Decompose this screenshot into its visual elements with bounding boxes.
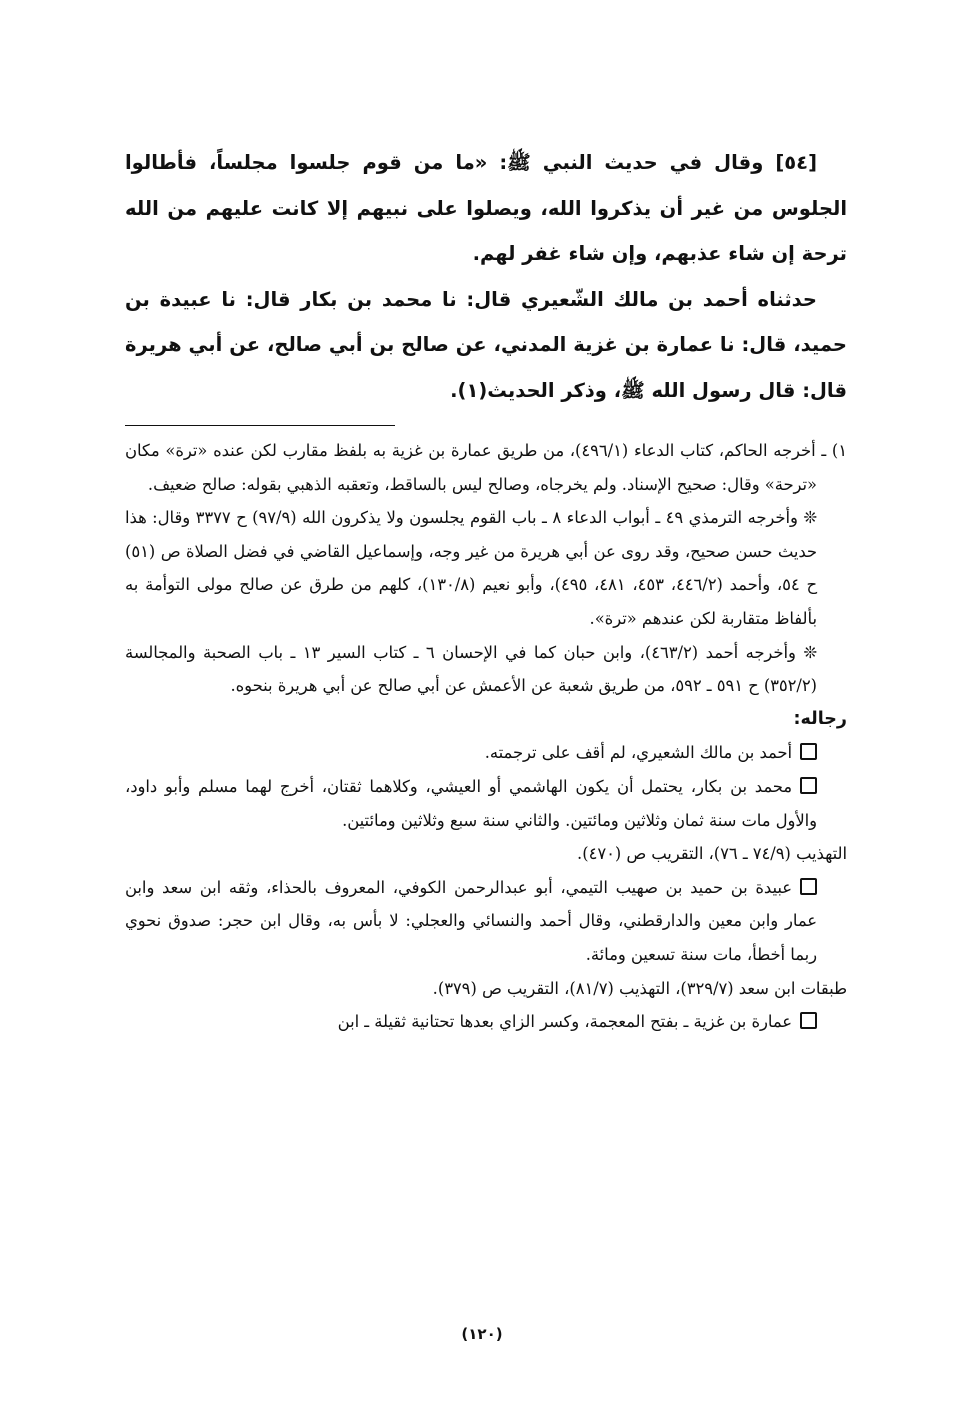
- footnote-3: [125, 636, 847, 703]
- checkbox-square-icon: [800, 743, 817, 760]
- narrator-text: عمارة بن غزية ـ بفتح المعجمة، وكسر الزاي بعدها تحتانية ثقيلة ـ ابن: [337, 1012, 792, 1032]
- footnote-3-text: ❊ وأخرجه أحمد (٤٦٣/٢)، وابن حبان كما في الإحسان ٦ ـ كتاب السير ١٣ ـ باب الصحبة والمجالسة (٣٥٢/٢) ح ٥٩١ ـ ٥٩٢، من طريق شعبة عن الأعمش عن أبي صالح عن أبي هريرة بنحوه.: [125, 642, 817, 696]
- narrator-entry: [125, 736, 847, 770]
- hadith-text: وقال في حديث النبي ﷺ: «ما من قوم جلسوا مجلساً، فأطالوا الجلوس من غير أن يذكروا الله، ويصلوا على نبيهم إلا كانت عليهم من الله ترحة إن شاء عذبهم، وإن شاء غفر لهم.: [125, 151, 847, 265]
- footnote-2: [125, 501, 847, 635]
- checkbox-square-icon: [800, 878, 817, 895]
- footnote-marker: ١) ـ: [821, 441, 847, 460]
- main-text: [125, 140, 847, 413]
- page-number: (١٢٠): [461, 1325, 503, 1343]
- hadith-paragraph: [125, 140, 847, 277]
- narrator-text: عبيدة بن حميد بن صهيب التيمي، أبو عبدالرحمن الكوفي، المعروف بالحذاء، وثقه ابن سعد وابن عمار وابن معين والدارقطني، وقال أحمد والنسائي والعجلي: لا بأس به، وقال ابن حجر: صدوق نحوي ربما أخطأ، مات سنة تسعين ومائة.: [125, 877, 817, 964]
- footnote-2-text: ❊ وأخرجه الترمذي ٤٩ ـ أبواب الدعاء ٨ ـ باب القوم يجلسون ولا يذكرون الله (٩٧/٩) ح ٣٣٧٧ وقال: هذا حديث حسن صحيح، وقد روى عن أبي هريرة من غير وجه، وإسماعيل القاضي في فضل الصلاة ص (٥١) ح ٥٤، وأحمد (٤٤٦/٢، ٤٥٣، ٤٨١، ٤٩٥)، وأبو نعيم (١٣٠/٨)، كلهم من طرق عن صالح مولى التوأمة به بألفاظ متقاربة لكن عندهم «ترة».: [125, 508, 818, 628]
- footnotes: [125, 434, 847, 1039]
- narrator-reference: طبقات ابن سعد (٣٢٩/٧)، التهذيب (٨١/٧)، التقريب ص (٣٧٩).: [432, 978, 847, 998]
- narrator-entry: [125, 1005, 847, 1039]
- footnote-separator: [125, 425, 395, 426]
- checkbox-square-icon: [800, 1012, 817, 1029]
- footnote-1-text: أخرجه الحاكم، كتاب الدعاء (٤٩٦/١)، من طريق عمارة بن غزية به بلفظ مقارب لكن عنده «ترة» مكان «ترحة» وقال: صحيح الإسناد. ولم يخرجاه، وصالح ليس بالساقط، وتعقبه الذهبي بقوله: صالح ضعيف.: [125, 441, 817, 494]
- isnad-paragraph: حدثناه أحمد بن مالك الشّعيري قال: نا محمد بن بكار قال: نا عبيدة بن حميد، قال: نا عمارة بن غزية المدني، عن صالح بن أبي صالح، عن أبي هريرة قال: قال رسول الله ﷺ، وذكر الحديث(١).: [125, 287, 847, 402]
- checkbox-square-icon: [800, 777, 817, 794]
- narrator-entry: [125, 871, 847, 972]
- narrator-entry: [125, 770, 847, 837]
- page-body: [125, 140, 847, 1360]
- footnote-1: [125, 434, 847, 501]
- narrator-text: محمد بن بكار، يحتمل أن يكون الهاشمي أو العيشي، وكلاهما ثقتان، أخرج لهما مسلم وأبو داود، والأول مات سنة ثمان وثلاثين ومائتين. والثاني سنة سبع وثلاثين ومائتين.: [125, 776, 817, 830]
- hadith-number: [٥٤]: [775, 151, 817, 174]
- narrator-text: أحمد بن مالك الشعيري، لم أقف على ترجمته.: [484, 743, 792, 763]
- narrator-reference: التهذيب (٧٤/٩ ـ ٧٦)، التقريب ص (٤٧٠).: [577, 844, 847, 864]
- rijal-heading: رجاله:: [793, 708, 847, 729]
